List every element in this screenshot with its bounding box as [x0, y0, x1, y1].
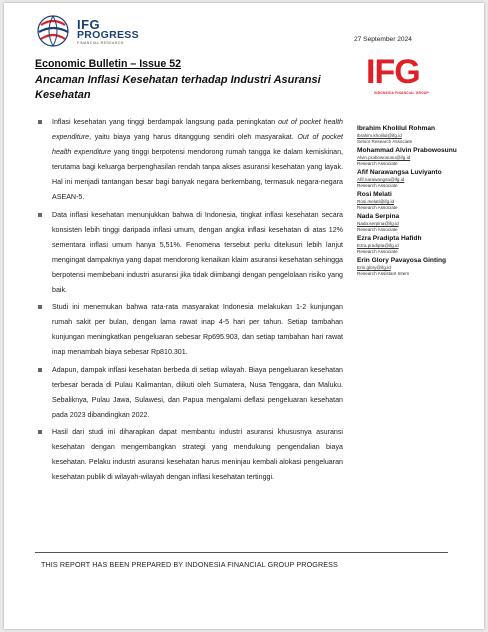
bullet-text: Hasil dari studi ini diharapkan dapat membantu industri asuransi khususnya asuransi kesehatan dengan mengembangkan strategi yang mendukung pengendalian biaya kesehatan. Pelaku industri asuransi kesehatan harus meninjau kembali alokasi pengeluaran kesehatan publik di wilayah-wilayah dengan inflasi kesehatan tertinggi. [52, 427, 343, 482]
bullet-text: Adapun, dampak inflasi kesehatan berbeda di setiap wilayah. Biaya pengeluaran kesehatan terbesar berada di Pulau Kalimantan, diikuti oleh Sumatera, Nusa Tenggara, dan Maluku. Sebaliknya, Pulau Jawa, Sulawesi, dan Papua mengalami deflasi pengeluaran kesehatan pada 2023 dibandingkan 2022. [52, 365, 343, 419]
summary-bullet [38, 425, 343, 485]
author-role: Research Associate [357, 182, 398, 188]
bullet-text: Inflasi kesehatan yang tinggi berdampak langsung pada peningkatan [52, 118, 279, 126]
bulletin-issue: Economic Bulletin – Issue 52 [35, 58, 182, 70]
author-email-link[interactable]: Ezra.pradipta@ifg.id [357, 243, 399, 248]
footer-divider [35, 552, 448, 553]
author-entry [357, 257, 477, 276]
report-date: 27 September 2024 [354, 36, 412, 43]
logo-line-1: IFG [77, 17, 101, 32]
italic-text: Out of pocket health expenditure [52, 133, 343, 157]
italic-text: out of pocket health expenditure [52, 118, 343, 142]
summary-bullet [38, 115, 343, 206]
author-name: Ezra Pradipta Hafidh [357, 235, 422, 242]
ifg-brand-word: IFG [366, 53, 420, 91]
logo-line-2: PROGRESS [77, 29, 139, 41]
author-role: Research Associate [357, 248, 398, 254]
logo-line-3: FINANCIAL RESEARCH [77, 41, 124, 45]
author-email-link[interactable]: Afif.narawangsa@ifg.id [357, 177, 405, 182]
author-name: Mohammad Alvin Prabowosunu [357, 147, 457, 154]
author-name: Erin Glory Pavayosa Ginting [357, 257, 447, 264]
author-email-link[interactable]: Nada.serpina@ifg.id [357, 221, 399, 226]
author-email-link[interactable]: Erin.glory@ifg.id [357, 265, 391, 270]
author-email-link[interactable]: Alvin.prabowosunu@ifg.id [357, 155, 411, 160]
summary-bullet [38, 300, 343, 360]
author-entry [357, 147, 477, 166]
author-entry [357, 125, 477, 144]
bullet-text: , yaitu biaya yang harus ditanggung sendiri oleh masyarakat. [89, 133, 298, 142]
ifg-brand-logo [362, 54, 446, 100]
author-name: Rosi Melati [357, 191, 392, 198]
ifg-brand-tagline: INDONESIA FINANCIAL GROUP [374, 91, 429, 95]
author-role: Research Associate [357, 160, 398, 166]
author-entry [357, 235, 477, 254]
ifg-progress-logo [35, 13, 155, 49]
author-role: Research Associate [357, 204, 398, 210]
author-role: Research Assistant Intern [357, 270, 410, 276]
bullet-text: yang tinggi berpotensi mendorong rumah tangga ke dalam kemiskinan, terutama bagi keluarga berpenghasilan rendah tanpa akses asuransi kesehatan yang layak. Hal ini menjadi tantangan besar bagi banyak negara berkembang, termasuk negara-negara ASEAN-5. [52, 148, 343, 202]
author-entry [357, 169, 477, 188]
summary-bullet [38, 363, 343, 423]
report-title: Ancaman Inflasi Kesehatan terhadap Industri Asuransi Kesehatan [35, 74, 321, 101]
bullet-text: Studi ini menemukan bahwa rata-rata masyarakat Indonesia melakukan 1-2 kunjungan rumah sakit per bulan, dengan lama rawat inap 4-5 hari per tahun. Setiap tambahan kunjungan meningkatkan pengeluaran sebesar Rp695.903, dan setiap tambahan hari rawat inap menambah biaya sebesar Rp810.301. [52, 303, 343, 357]
summary-bullet [38, 208, 343, 299]
author-list [357, 125, 477, 279]
footer-text: THIS REPORT HAS BEEN PREPARED BY INDONESIA FINANCIAL GROUP PROGRESS [41, 560, 338, 569]
globe-logo-icon [35, 13, 73, 49]
report-page [4, 3, 484, 629]
author-role: Senior Research Associate [357, 138, 413, 144]
author-name: Afif Narawangsa Luviyanto [357, 169, 442, 176]
author-email-link[interactable]: ibrahim.kholilul@ifg.id [357, 133, 402, 138]
author-entry [357, 213, 477, 232]
author-name: Nada Serpina [357, 213, 400, 220]
author-role: Research Associate [357, 226, 398, 232]
author-entry [357, 191, 477, 210]
bullet-text: Data inflasi kesehatan menunjukkan bahwa di Indonesia, tingkat inflasi kesehatan secara konsisten lebih tinggi daripada inflasi umum, dengan angka inflasi kesehatan di atas 12% sementara inflasi umum hanya 5,51%. Fenomena tersebut perlu ditelusuri lebih lanjut mengingat dampaknya yang dapat mendorong kenaikan klaim asuransi kesehatan sehingga berpotensi membebani industri asuransi jika tidak diimbangi dengan pengelolaan risiko yang baik. [52, 210, 343, 295]
summary-bullets [38, 115, 343, 487]
author-name: Ibrahim Kholilul Rohman [357, 125, 436, 132]
author-email-link[interactable]: Rosi.melati@ifg.id [357, 199, 395, 204]
